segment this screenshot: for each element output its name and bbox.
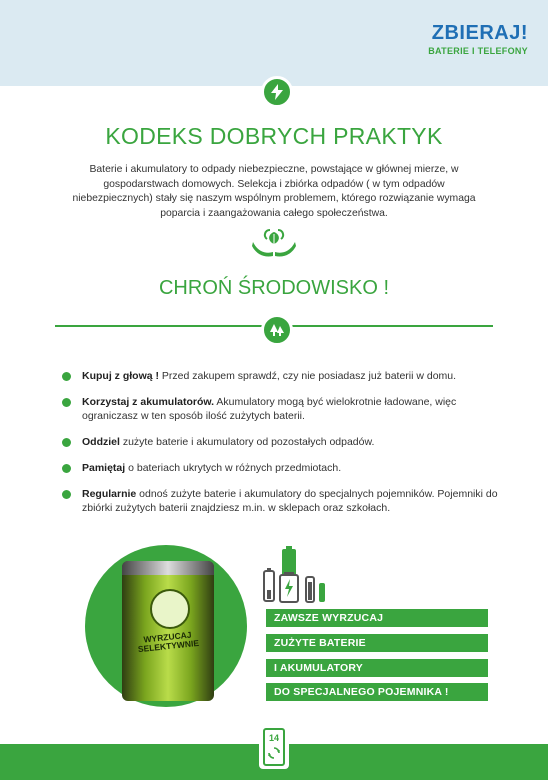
lightning-bolt-icon bbox=[261, 76, 293, 108]
recycle-icon bbox=[268, 747, 280, 759]
list-item bbox=[62, 461, 502, 475]
batteries-charge-icon bbox=[262, 546, 332, 604]
tip-bold: Korzystaj z akumulatorów. bbox=[82, 396, 215, 408]
tip-text: Akumulatory mogą być wielokrotnie ładowane, więc ograniczasz w ten sposób ilość zużytych baterii. bbox=[82, 396, 457, 422]
bin-label: WYRZUCAJ SELEKTYWNIE bbox=[137, 629, 200, 655]
slogan-line: I AKUMULATORY bbox=[266, 659, 488, 677]
tip-bold: Oddziel bbox=[82, 436, 120, 448]
header-band bbox=[0, 0, 548, 86]
list-item bbox=[62, 395, 502, 423]
tip-text: odnoś zużyte baterie i akumulatory do specjalnych pojemników. Pojemniki do zbiórki zużytych baterii znajdziesz m.in. w sklepach oraz szkołach. bbox=[82, 488, 498, 514]
tip-bold: Pamiętaj bbox=[82, 462, 126, 474]
brand-title: ZBIERAJ! bbox=[431, 22, 528, 44]
list-item bbox=[62, 369, 502, 383]
bullet-icon bbox=[62, 464, 71, 473]
bin-lid bbox=[122, 561, 214, 575]
bullet-icon bbox=[62, 372, 71, 381]
slogan-line: ZUŻYTE BATERIE bbox=[266, 634, 488, 652]
list-item bbox=[62, 435, 502, 449]
tip-text: zużyte baterie i akumulatory od pozostałych odpadów. bbox=[119, 436, 375, 448]
intro-paragraph: Baterie i akumulatory to odpady niebezpieczne, powstające w głównej mierze, w gospodarstwach domowych. Selekcja i zbiórka odpadów ( w tym odpadów niebezpiecznych) stały się naszym wspólnym problemem, którego rozwiązanie wymaga poparcia i zaangażowania całego społeczeństwa. bbox=[72, 164, 476, 219]
bullet-icon bbox=[62, 438, 71, 447]
main-title: KODEKS DOBRYCH PRAKTYK bbox=[105, 123, 443, 149]
bullet-icon bbox=[62, 398, 71, 407]
page-number: 14 bbox=[268, 733, 279, 743]
section-title: CHROŃ ŚRODOWISKO ! bbox=[158, 277, 389, 299]
tip-bold: Kupuj z głową ! bbox=[82, 370, 159, 382]
page-battery-outline bbox=[263, 728, 285, 766]
slogan-line: ZAWSZE WYRZUCAJ bbox=[266, 609, 488, 627]
list-item bbox=[62, 487, 502, 515]
trees-icon bbox=[261, 314, 293, 346]
slogan-line: DO SPECJALNEGO POJEMNIKA ! bbox=[266, 683, 488, 701]
battery-recycle-page-icon bbox=[259, 723, 289, 769]
hands-with-leaves-icon bbox=[250, 228, 298, 258]
tip-text: Przed zakupem sprawdź, czy nie posiadasz już baterii w domu. bbox=[159, 370, 457, 382]
bullet-icon bbox=[62, 490, 71, 499]
tips-list bbox=[62, 369, 502, 515]
battery-collection-bin-image bbox=[122, 561, 214, 701]
brand-subtitle: BATERIE I TELEFONY bbox=[428, 46, 528, 56]
tip-text: o bateriach ukrytych w różnych przedmiotach. bbox=[125, 462, 342, 474]
tip-bold: Regularnie bbox=[82, 488, 137, 500]
recycle-icon bbox=[150, 589, 190, 629]
